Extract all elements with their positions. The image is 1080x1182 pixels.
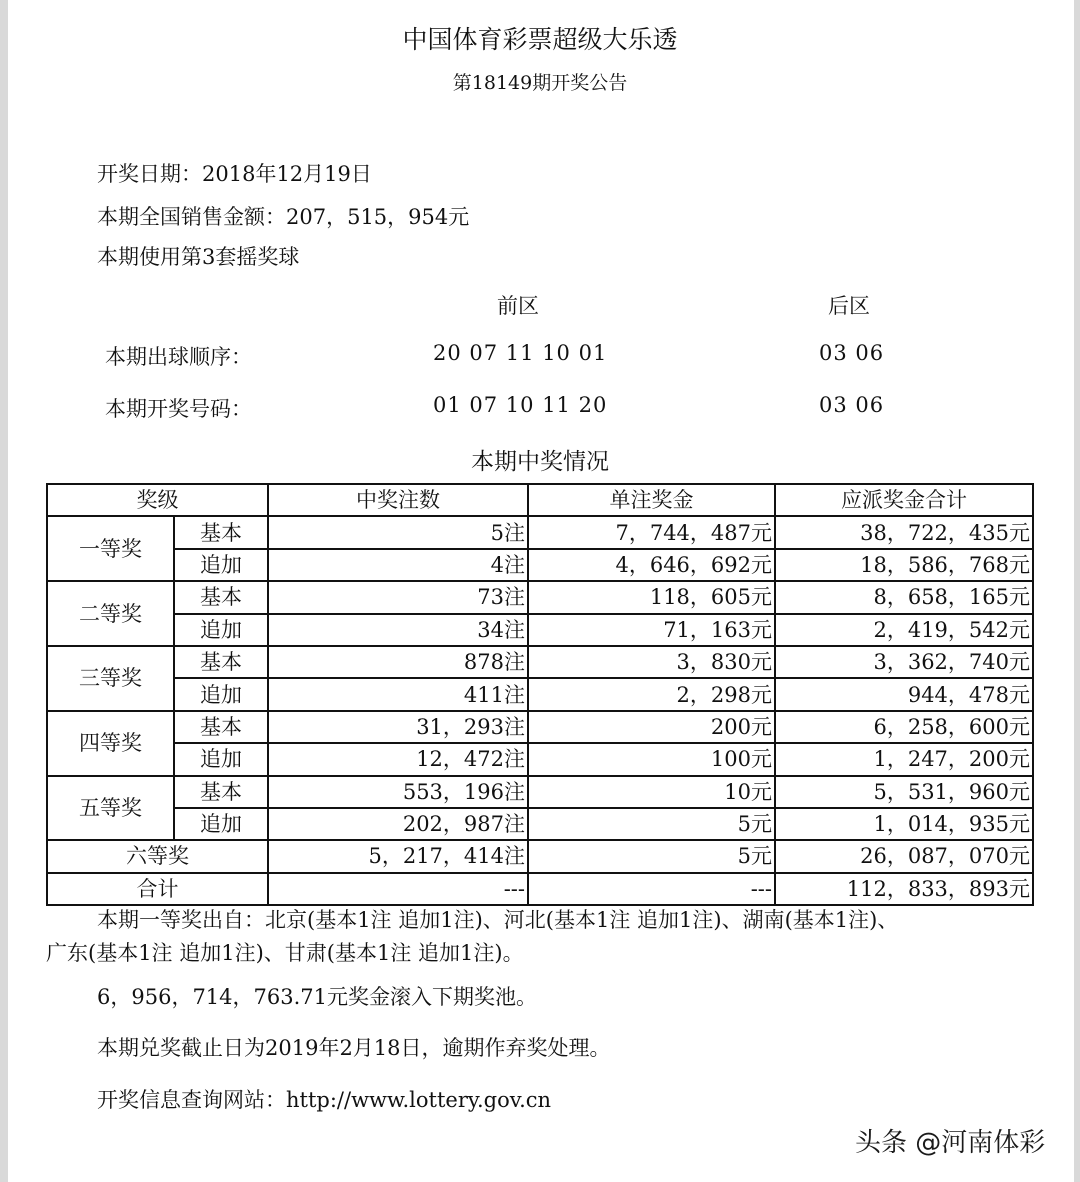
total-cell: 5，531，960元 bbox=[775, 776, 1033, 808]
count-cell: 202，987注 bbox=[268, 808, 528, 840]
claim-deadline: 本期兑奖截止日为2019年2月18日，逾期作弃奖处理。 bbox=[97, 1036, 611, 1060]
ball-set: 本期使用第3套摇奖球 bbox=[97, 245, 300, 269]
watermark: 头条 @河南体彩 bbox=[855, 1128, 1046, 1158]
table-row bbox=[47, 581, 1033, 613]
level-cell: 六等奖 bbox=[47, 840, 268, 872]
table-row bbox=[47, 808, 1033, 840]
table-header-row bbox=[47, 484, 1033, 516]
total-cell: 944，478元 bbox=[775, 678, 1033, 710]
level-cell: 五等奖 bbox=[47, 776, 174, 841]
table-row-sum bbox=[47, 873, 1033, 905]
count-cell: --- bbox=[268, 873, 528, 905]
header-level: 奖级 bbox=[47, 484, 268, 516]
total-cell: 6，258，600元 bbox=[775, 711, 1033, 743]
count-cell: 4注 bbox=[268, 549, 528, 581]
level-cell: 一等奖 bbox=[47, 516, 174, 581]
count-cell: 411注 bbox=[268, 678, 528, 710]
total-cell: 1，247，200元 bbox=[775, 743, 1033, 775]
draw-order-label: 本期出球顺序： bbox=[105, 345, 252, 369]
page-edge-right bbox=[1074, 0, 1080, 1182]
page-title: 中国体育彩票超级大乐透 bbox=[402, 25, 678, 54]
table-row bbox=[47, 646, 1033, 678]
prize-cell: 100元 bbox=[528, 743, 775, 775]
table-row bbox=[47, 743, 1033, 775]
draw-order-back: 03 06 bbox=[819, 341, 885, 365]
issue-subtitle: 第18149期开奖公告 bbox=[452, 72, 628, 94]
table-row bbox=[47, 516, 1033, 548]
draw-result-front: 01 07 10 11 20 bbox=[433, 393, 608, 417]
draw-date: 开奖日期：2018年12月19日 bbox=[97, 162, 372, 186]
level-cell: 三等奖 bbox=[47, 646, 174, 711]
total-cell: 26，087，070元 bbox=[775, 840, 1033, 872]
type-cell: 基本 bbox=[174, 776, 268, 808]
prize-cell: 10元 bbox=[528, 776, 775, 808]
count-cell: 12，472注 bbox=[268, 743, 528, 775]
table-row bbox=[47, 678, 1033, 710]
header-total: 应派奖金合计 bbox=[775, 484, 1033, 516]
total-cell: 8，658，165元 bbox=[775, 581, 1033, 613]
type-cell: 追加 bbox=[174, 743, 268, 775]
info-website: 开奖信息查询网站：http://www.lottery.gov.cn bbox=[97, 1088, 552, 1112]
total-cell: 38，722，435元 bbox=[775, 516, 1033, 548]
count-cell: 553，196注 bbox=[268, 776, 528, 808]
jackpot-rollover: 6，956，714，763.71元奖金滚入下期奖池。 bbox=[97, 985, 538, 1009]
table-row bbox=[47, 711, 1033, 743]
prize-cell: 7，744，487元 bbox=[528, 516, 775, 548]
prize-cell: 5元 bbox=[528, 808, 775, 840]
level-cell: 二等奖 bbox=[47, 581, 174, 646]
type-cell: 基本 bbox=[174, 646, 268, 678]
type-cell: 追加 bbox=[174, 678, 268, 710]
prize-cell: 3，830元 bbox=[528, 646, 775, 678]
count-cell: 5注 bbox=[268, 516, 528, 548]
count-cell: 73注 bbox=[268, 581, 528, 613]
type-cell: 基本 bbox=[174, 711, 268, 743]
prize-table bbox=[46, 483, 1034, 906]
header-prize: 单注奖金 bbox=[528, 484, 775, 516]
first-prize-origin-line2: 广东(基本1注 追加1注)、甘肃(基本1注 追加1注)。 bbox=[46, 941, 524, 965]
back-zone-label: 后区 bbox=[828, 294, 870, 318]
draw-order-front: 20 07 11 10 01 bbox=[433, 341, 608, 365]
prize-cell: --- bbox=[528, 873, 775, 905]
page-edge-left bbox=[0, 0, 8, 1182]
draw-result-label: 本期开奖号码： bbox=[105, 397, 252, 421]
type-cell: 基本 bbox=[174, 581, 268, 613]
total-cell: 1，014，935元 bbox=[775, 808, 1033, 840]
type-cell: 追加 bbox=[174, 614, 268, 646]
prize-cell: 200元 bbox=[528, 711, 775, 743]
level-cell: 四等奖 bbox=[47, 711, 174, 776]
type-cell: 追加 bbox=[174, 808, 268, 840]
count-cell: 5，217，414注 bbox=[268, 840, 528, 872]
total-cell: 2，419，542元 bbox=[775, 614, 1033, 646]
table-row bbox=[47, 614, 1033, 646]
header-count: 中奖注数 bbox=[268, 484, 528, 516]
total-cell: 3，362，740元 bbox=[775, 646, 1033, 678]
table-row bbox=[47, 776, 1033, 808]
front-zone-label: 前区 bbox=[497, 294, 539, 318]
draw-result-back: 03 06 bbox=[819, 393, 885, 417]
type-cell: 追加 bbox=[174, 549, 268, 581]
level-cell: 合计 bbox=[47, 873, 268, 905]
total-cell: 18，586，768元 bbox=[775, 549, 1033, 581]
count-cell: 34注 bbox=[268, 614, 528, 646]
first-prize-origin-line1: 本期一等奖出自：北京(基本1注 追加1注)、河北(基本1注 追加1注)、湖南(基本1注)、 bbox=[97, 908, 899, 932]
table-row bbox=[47, 549, 1033, 581]
count-cell: 878注 bbox=[268, 646, 528, 678]
prize-cell: 71，163元 bbox=[528, 614, 775, 646]
table-row-sixth bbox=[47, 840, 1033, 872]
count-cell: 31，293注 bbox=[268, 711, 528, 743]
prize-cell: 5元 bbox=[528, 840, 775, 872]
prize-section-title: 本期中奖情况 bbox=[471, 449, 609, 475]
sales-amount: 本期全国销售金额：207，515，954元 bbox=[97, 205, 470, 229]
prize-cell: 4，646，692元 bbox=[528, 549, 775, 581]
total-cell: 112，833，893元 bbox=[775, 873, 1033, 905]
type-cell: 基本 bbox=[174, 516, 268, 548]
prize-cell: 2，298元 bbox=[528, 678, 775, 710]
prize-cell: 118，605元 bbox=[528, 581, 775, 613]
